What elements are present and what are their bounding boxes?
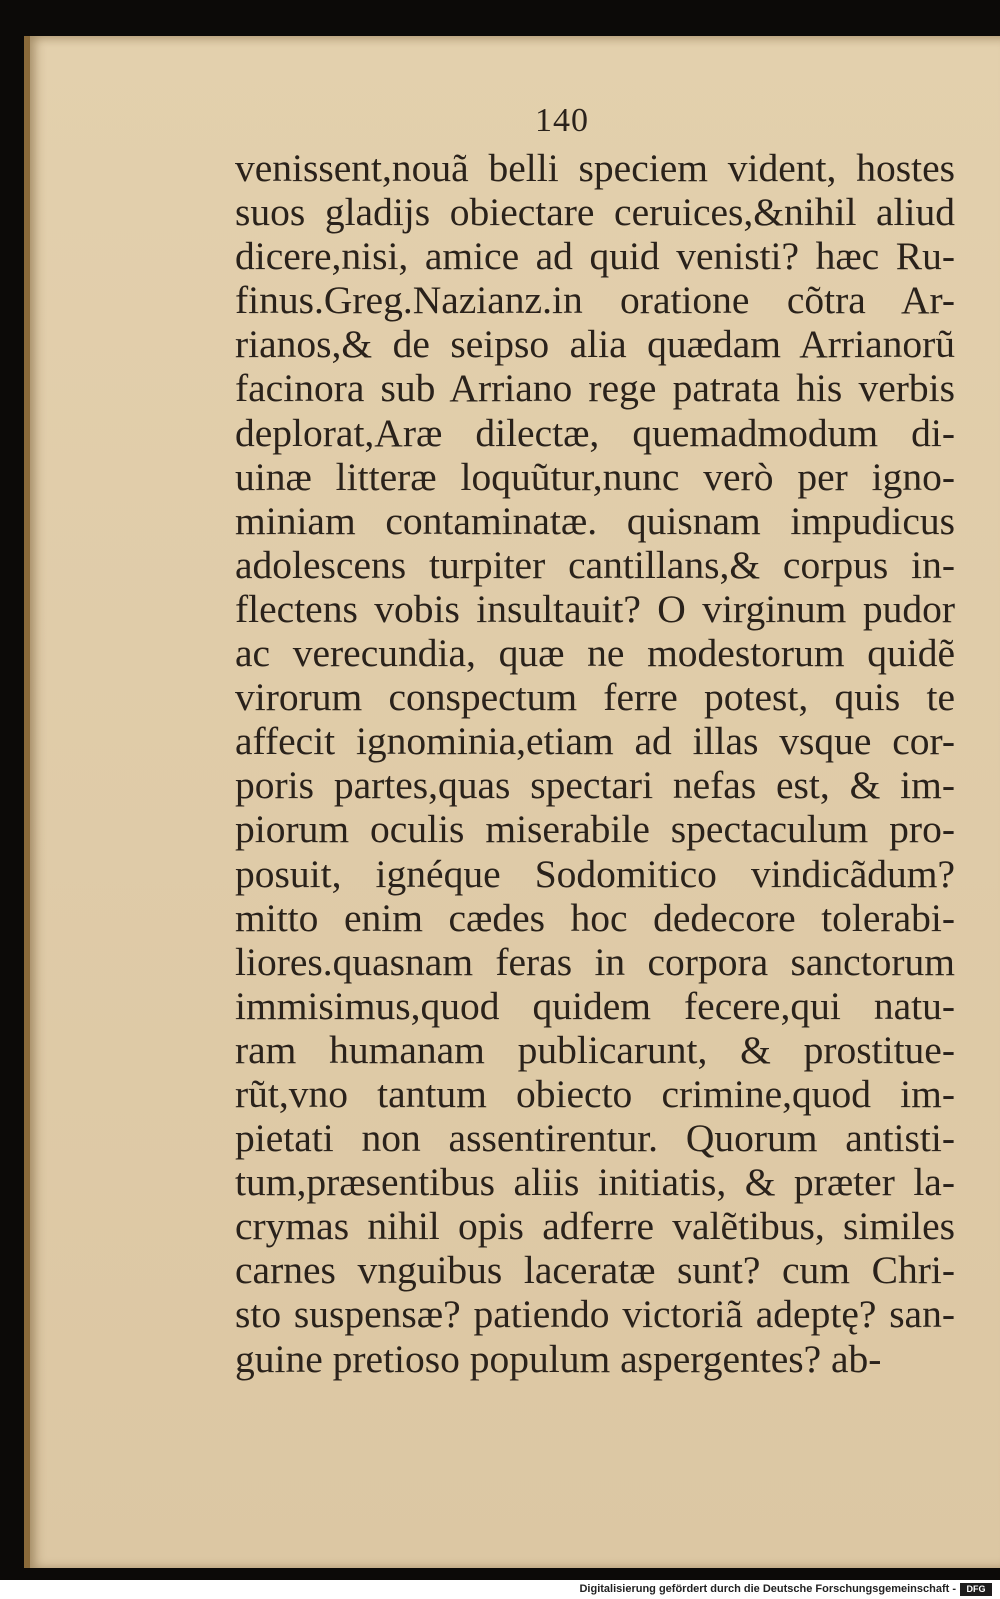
text-line: uinæ litteræ loquũtur,nunc verò per igno-	[235, 454, 955, 499]
text-line: finus.Greg.Nazianz.in oratione cõtra Ar-	[235, 278, 955, 323]
text-line: sto suspensæ? patiendo victoriã adeptę? san-	[235, 1292, 955, 1337]
page-number: 140	[535, 102, 589, 139]
text-line: dicere,nisi, amice ad quid venisti? hæc Ru-	[235, 234, 955, 279]
text-line: adolescens turpiter cantillans,& corpus in-	[235, 542, 955, 587]
text-line: pietati non assentirentur. Quorum antisti-	[235, 1116, 955, 1161]
text-line: ac verecundia, quæ ne modestorum quidẽ	[235, 631, 955, 676]
dfg-logo: DFG	[960, 1583, 992, 1596]
text-line: tum,præsentibus aliis initiatis, & præter la-	[235, 1160, 955, 1205]
text-line: facinora sub Arriano rege patrata his verbis	[235, 366, 955, 411]
text-line: rianos,& de seipso alia quædam Arrianorũ	[235, 322, 955, 367]
digitization-footer	[0, 1580, 1000, 1599]
text-line: posuit, ignéque Sodomitico vindicãdum?	[235, 851, 955, 896]
text-line: mitto enim cædes hoc dedecore tolerabi-	[235, 895, 955, 940]
text-line: suos gladijs obiectare ceruices,&nihil aliud	[235, 190, 955, 235]
text-line: liores.quasnam feras in corpora sanctorum	[235, 939, 955, 984]
page-text	[235, 146, 955, 1381]
text-line: rũt,vno tantum obiecto crimine,quod im-	[235, 1071, 955, 1116]
text-line: miniam contaminatæ. quisnam impudicus	[235, 498, 955, 543]
text-line: guine pretioso populum aspergentes? ab-	[235, 1336, 882, 1381]
text-line: virorum conspectum ferre potest, quis te	[235, 675, 955, 720]
text-line: immisimus,quod quidem fecere,qui natu-	[235, 983, 955, 1028]
text-line: flectens vobis insultauit? O virginum pudor	[235, 586, 955, 631]
text-line: piorum oculis miserabile spectaculum pro-	[235, 807, 955, 852]
text-line: affecit ignominia,etiam ad illas vsque cor-	[235, 719, 955, 764]
funding-credit: Digitalisierung gefördert durch die Deutsche Forschungsgemeinschaft -	[579, 1583, 956, 1595]
text-line: poris partes,quas spectari nefas est, & im-	[235, 763, 955, 808]
text-line: ram humanam publicarunt, & prostitue-	[235, 1027, 955, 1072]
text-line: crymas nihil opis adferre valẽtibus, similes	[235, 1204, 955, 1249]
text-line: deplorat,Aræ dilectæ, quemadmodum di-	[235, 410, 955, 455]
text-line: venissent,nouã belli speciem vident, hostes	[235, 146, 955, 190]
book-page	[24, 36, 1000, 1568]
text-line: carnes vnguibus laceratæ sunt? cum Chri-	[235, 1248, 955, 1293]
